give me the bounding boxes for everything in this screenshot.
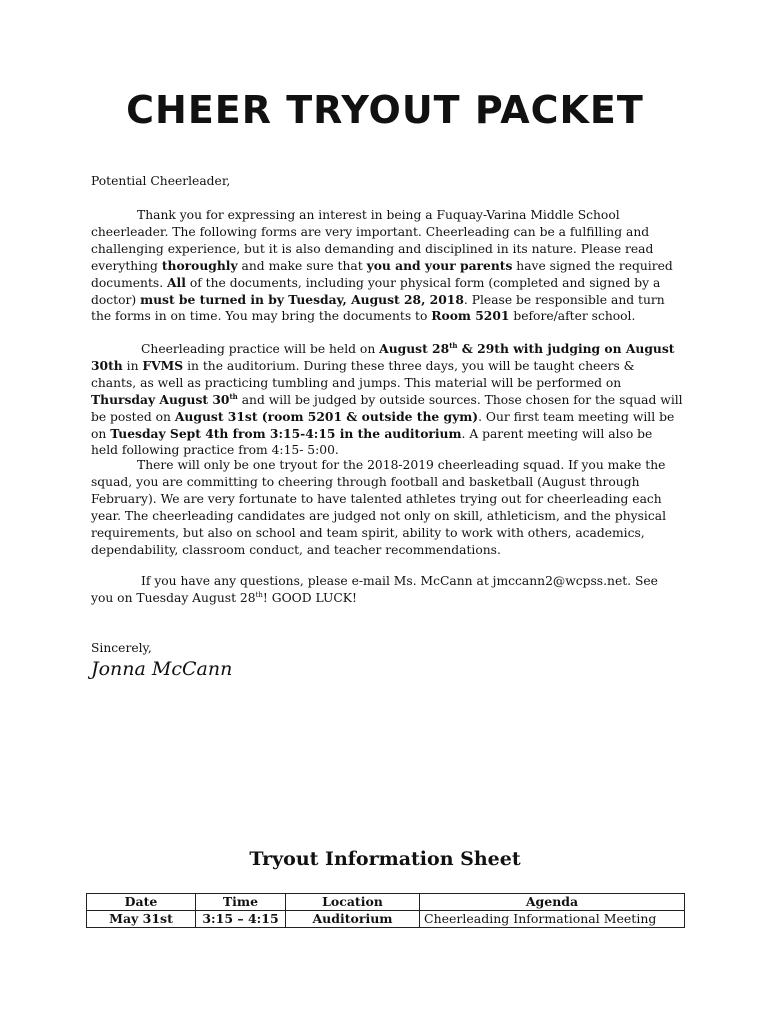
- superscript: th: [449, 340, 458, 350]
- cell-agenda: Cheerleading Informational Meeting: [420, 911, 685, 928]
- paragraph-practice: [91, 341, 683, 459]
- text-run: . Our first team meeting will be on: [91, 409, 675, 441]
- header-time: Time: [196, 894, 286, 911]
- text-run: . A parent meeting will also be held following practice from 4:15- 5:00.: [91, 426, 653, 458]
- closing: Sincerely,: [91, 641, 152, 655]
- text-run: Thank you for expressing an interest in being a Fuquay-Varina Middle School cheerleader. The following forms are very important. Cheerleading can be a fulfilling and challenging experience, but it is also demanding and disciplined in its nature. Please read everything: [91, 208, 654, 273]
- table-row: [87, 911, 685, 928]
- text-run: in the auditorium. During these three days, you will be taught cheers & chants, as well as practicing tumbling and jumps. This material will be performed on: [91, 358, 635, 390]
- paragraph-intro: [91, 207, 683, 325]
- table-header-row: [87, 894, 685, 911]
- bold-run: & 29th with judging on August 30th: [91, 341, 675, 373]
- text-run: before/after school.: [509, 309, 636, 324]
- signature: Jonna McCann: [91, 658, 233, 680]
- paragraph-tryout-info: [91, 457, 683, 558]
- text-run: and will be judged by outside sources. Those chosen for the squad will be posted on: [91, 392, 683, 424]
- superscript: th: [229, 391, 238, 401]
- bold-run: August 31st (room 5201 & outside the gym): [174, 408, 479, 424]
- sheet-title: Tryout Information Sheet: [249, 848, 521, 870]
- bold-run: must be turned in by Tuesday, August 28, 2018: [140, 291, 464, 307]
- bold-run: August 28: [379, 341, 450, 356]
- bold-run: All: [167, 274, 186, 290]
- bold-run: Tuesday Sept 4th from 3:15-4:15 in the auditorium: [110, 425, 462, 441]
- bold-run: Room 5201: [431, 308, 510, 324]
- paragraph-questions: [91, 573, 683, 607]
- cell-time: 3:15 – 4:15: [196, 911, 286, 928]
- bold-run: you and your parents: [366, 257, 513, 273]
- text-run: If you have any questions, please e-mail Ms. McCann at jmccann2@wcpss.net. See you on Tuesday August 28: [91, 574, 658, 605]
- text-run: and make sure that: [237, 258, 367, 273]
- header-agenda: Agenda: [420, 894, 685, 911]
- text-run: Cheerleading practice will be held on: [141, 342, 380, 356]
- cell-location: Auditorium: [286, 911, 420, 928]
- tryout-schedule-table: [86, 893, 685, 928]
- bold-run: Thursday August 30: [91, 391, 230, 407]
- text-run: in: [122, 358, 143, 373]
- bold-run: thoroughly: [161, 257, 238, 273]
- header-date: Date: [87, 894, 196, 911]
- text-run: . Please be responsible and turn the forms in on time. You may bring the documents to: [91, 292, 665, 324]
- page-title: CHEER TRYOUT PACKET: [126, 88, 644, 132]
- header-location: Location: [286, 894, 420, 911]
- superscript: th: [255, 590, 263, 599]
- text-run: ! GOOD LUCK!: [262, 590, 357, 605]
- text-run: There will only be one tryout for the 2018-2019 cheerleading squad. If you make the squad, you are committing to cheering through football and basketball (August through February). We are very fortunate to have talented athletes trying out for cheerleading each year. The cheerleading candidates are judged not only on skill, athleticism, and the physical requirements, but also on school and team spirit, ability to work with others, academics, dependability, classroom conduct, and teacher recommendations.: [91, 458, 666, 557]
- bold-run: FVMS: [142, 357, 184, 373]
- text-run: have signed the required documents.: [91, 258, 673, 290]
- text-run: of the documents, including your physical form (completed and signed by a doctor): [91, 275, 661, 307]
- cell-date: May 31st: [87, 911, 196, 928]
- salutation: Potential Cheerleader,: [91, 174, 231, 188]
